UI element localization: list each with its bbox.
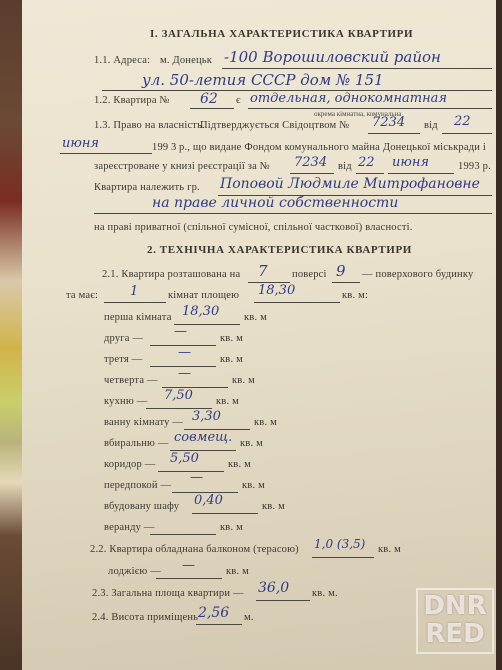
item-unit: кв. м	[262, 501, 285, 512]
item-value: 7,50	[164, 388, 193, 403]
rooms-line	[104, 302, 166, 303]
registry-day-line	[356, 173, 384, 174]
apartment-type-note: окрема кімнатна, комунальна	[314, 110, 402, 118]
ownership-text: Підтверджується Свідоцтвом №	[200, 120, 350, 131]
registry-number-line	[290, 173, 334, 174]
has-text: та має:	[66, 290, 99, 301]
ownership-form-handwriting: на праве личной собственности	[152, 195, 399, 211]
rooms-area-unit: кв. м:	[342, 290, 369, 301]
loggia-line	[156, 578, 222, 579]
total-floors-value: 9	[336, 262, 346, 280]
apartment-type: отдельная, однокомнатная	[250, 91, 448, 106]
item-label: третя —	[104, 354, 143, 365]
item-value: совмещ.	[174, 430, 233, 445]
loggia-unit: кв. м	[226, 566, 249, 577]
certificate-year-digit: 3	[171, 142, 177, 153]
ownership-label: 1.3. Право на власність.	[94, 120, 205, 131]
certificate-number: 7234	[372, 115, 406, 130]
address-city: м. Донецьк	[160, 55, 213, 66]
apartment-label: 1.2. Квартира №	[94, 95, 170, 106]
floor-value: 7	[258, 262, 268, 280]
address-handwriting-1: -100 Ворошиловский район	[224, 48, 441, 66]
registry-year: 1993 р.	[458, 161, 491, 172]
item-line	[150, 534, 216, 535]
item-unit: кв. м	[220, 522, 243, 533]
item-label: четверта —	[104, 375, 158, 386]
item-unit: кв. м	[242, 480, 265, 491]
year-prefix: 199	[152, 142, 169, 153]
item-unit: кв. м	[232, 375, 255, 386]
rooms-area-line	[254, 302, 340, 303]
total-area-unit: кв. м.	[312, 588, 338, 599]
registry-day: 22	[358, 155, 375, 170]
registry-month-line	[388, 173, 454, 174]
item-unit: кв. м	[216, 396, 239, 407]
edge-background	[0, 0, 22, 670]
balcony-label: 2.2. Квартира обладнана балконом (терасою)	[90, 544, 299, 555]
item-value: 18,30	[182, 304, 220, 319]
rooms-text: кімнат площею	[168, 290, 240, 301]
item-label: коридор —	[104, 459, 156, 470]
section2-title: 2. ТЕХНІЧНА ХАРАКТЕРИСТИКА КВАРТИРИ	[147, 244, 412, 256]
item-line	[192, 513, 258, 514]
item-unit: кв. м	[254, 417, 277, 428]
certificate-from: від	[424, 120, 438, 131]
item-unit: кв. м	[220, 333, 243, 344]
total-floors-line	[332, 282, 360, 283]
certificate-day-line	[442, 133, 492, 134]
item-value: —	[178, 366, 191, 381]
registered-text: зареєстроване у книзі реєстрації за №	[94, 161, 271, 172]
rooms-value: 1	[130, 284, 139, 299]
registry-from: від	[338, 161, 352, 172]
certificate-month-line	[60, 153, 152, 154]
apartment-number: 62	[200, 91, 218, 107]
item-label: передпокой —	[104, 480, 172, 491]
balcony-value: 1,0 (3,5)	[314, 537, 366, 551]
watermark-line-2: RED	[425, 619, 485, 649]
total-area-label: 2.3. Загальна площа квартири —	[92, 588, 244, 599]
total-area-line	[256, 600, 310, 601]
height-label: 2.4. Висота приміщень	[92, 612, 199, 623]
certificate-number-line	[368, 133, 420, 134]
item-label: кухню —	[104, 396, 148, 407]
owner-name: Поповой Людмиле Митрофановне	[220, 176, 480, 192]
document-page	[22, 0, 496, 670]
section1-title: І. ЗАГАЛЬНА ХАРАКТЕРИСТИКА КВАРТИРИ	[150, 28, 414, 40]
total-area-value: 36,0	[258, 580, 290, 596]
loggia-label: лоджією —	[108, 566, 161, 577]
item-unit: кв. м	[228, 459, 251, 470]
address-label: 1.1. Адреса:	[94, 55, 151, 66]
issued-text: р., що видане Фондом комунального майна Донецької міськради і	[179, 142, 487, 153]
item-label: ванну кімнату —	[104, 417, 184, 428]
location-text: 2.1. Квартира розташована на	[102, 269, 241, 280]
registry-number: 7234	[294, 155, 328, 170]
certificate-month: июня	[62, 136, 99, 151]
loggia-value: —	[182, 558, 195, 573]
item-unit: кв. м	[240, 438, 263, 449]
height-unit: м.	[244, 612, 254, 623]
item-label: веранду —	[104, 522, 155, 533]
item-value: —	[190, 470, 203, 485]
height-value: 2,56	[198, 605, 230, 621]
item-label: вбудовану шафу	[104, 501, 180, 512]
watermark-logo	[416, 588, 494, 654]
item-value: —	[178, 345, 191, 360]
belongs-label: Квартира належить гр.	[94, 182, 200, 193]
balcony-unit: кв. м	[378, 544, 401, 555]
balcony-line	[312, 557, 374, 558]
item-label: друга —	[104, 333, 144, 344]
item-value: 5,50	[170, 451, 199, 466]
item-value: 3,30	[192, 409, 221, 424]
ownership-form-text: на праві приватної (спільної сумісної, спільної часткової) власності.	[94, 222, 413, 233]
rooms-area-value: 18,30	[258, 283, 296, 298]
item-label: вбиральню —	[104, 438, 169, 449]
height-line	[196, 624, 242, 625]
address-line-1	[222, 68, 492, 69]
item-value: —	[174, 324, 187, 339]
floor-word: поверсі	[292, 269, 327, 280]
item-value: 0,40	[194, 493, 223, 508]
apartment-type-line	[248, 108, 492, 109]
item-label: перша кімната	[104, 312, 172, 323]
item-unit: кв. м	[220, 354, 243, 365]
address-handwriting-2: ул. 50-летия СССР дом № 151	[142, 71, 384, 89]
item-unit: кв. м	[244, 312, 267, 323]
ownership-form-line	[94, 213, 492, 214]
registry-month: июня	[392, 155, 429, 170]
watermark-line-1: DNR	[423, 591, 487, 621]
building-text: — поверхового будинку	[362, 269, 474, 280]
apartment-number-line	[190, 108, 234, 109]
certificate-day: 22	[454, 114, 471, 129]
apartment-is: є	[236, 95, 241, 106]
